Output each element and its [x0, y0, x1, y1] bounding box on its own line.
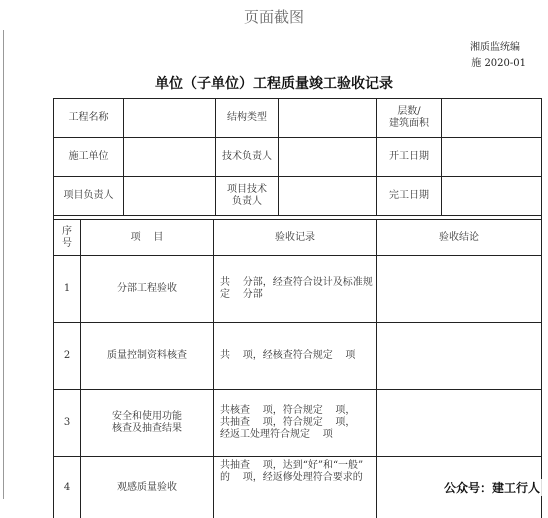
row-3-record-line1: 共核查 项，符合规定 项，: [220, 405, 356, 416]
row-3-no: 3: [63, 417, 71, 428]
header-seq-line2: 号: [62, 237, 72, 249]
row-3-item: [81, 390, 213, 456]
doc-code-line2: 施 2020-01: [471, 58, 526, 69]
label-tech-lead: 技术负责人: [222, 151, 272, 162]
label-project-tech-lead-line2: 负责人: [232, 196, 262, 207]
grid-line: [123, 98, 124, 216]
label-construction-unit: 施工单位: [68, 151, 109, 162]
grid-line: [53, 176, 542, 177]
label-start-date: 开工日期: [389, 151, 429, 162]
label-project-tech-lead: [216, 177, 278, 215]
acceptance-table: [53, 98, 542, 518]
grid-line: [53, 215, 542, 216]
row-4-record-line2: 的 项，经返修处理符合要求的: [220, 472, 363, 483]
grid-line: [376, 219, 377, 518]
header-conclusion: 验收结论: [439, 231, 479, 243]
row-2-item: 质量控制资料核查: [107, 350, 187, 361]
grid-line: [53, 137, 542, 138]
grid-line: [541, 98, 542, 518]
row-2-record: 共 项，经核查符合规定 项: [220, 350, 356, 361]
page-left-border: [3, 30, 4, 499]
row-3-record-line2: 共抽查 项，符合规定 项，: [220, 417, 356, 428]
row-3-record-line3: 经返工处理符合规定 项: [220, 429, 333, 440]
row-1-record: [214, 256, 376, 322]
header-record: 验收记录: [275, 231, 315, 243]
document-title: 单位（子单位）工程质量竣工验收记录: [155, 76, 393, 92]
label-project-lead: 项目负责人: [63, 190, 114, 201]
header-seq-line1: 序: [62, 225, 72, 237]
row-1-record-line1: 共 分部，经查符合设计及标准规: [220, 277, 373, 288]
label-floors-area-line1: 层数/: [397, 106, 421, 117]
grid-line: [53, 98, 542, 99]
header-item: 项 目: [130, 231, 164, 243]
watermark: 公众号：建工行人: [443, 481, 540, 495]
doc-code-line1: 湘质监统编: [470, 42, 520, 53]
row-4-record-line1: 共抽查 项，达到“好”和“一般”: [220, 460, 364, 471]
label-project-name: 工程名称: [68, 112, 109, 123]
row-3-record: [214, 390, 376, 456]
row-1-record-line2: 定 分部: [220, 289, 263, 300]
grid-line: [441, 98, 442, 216]
header-seq: [54, 220, 80, 255]
row-3-item-line2: 核查及抽查结果: [112, 423, 182, 434]
label-floors-area: [377, 99, 441, 137]
row-2-no: 2: [63, 350, 71, 361]
label-structure-type: 结构类型: [227, 112, 267, 123]
row-1-no: 1: [63, 283, 71, 294]
label-floors-area-line2: 建筑面积: [389, 118, 429, 129]
row-4-item: 观感质量验收: [117, 481, 177, 493]
grid-line: [278, 98, 279, 216]
row-4-no: 4: [63, 481, 71, 493]
screenshot-caption: 页面截图: [243, 8, 304, 26]
label-project-tech-lead-line1: 项目技术: [227, 184, 267, 195]
row-1-item: 分部工程验收: [117, 283, 177, 294]
label-finish-date: 完工日期: [389, 190, 429, 201]
row-4-record: [214, 460, 376, 496]
row-3-item-line1: 安全和使用功能: [112, 411, 182, 422]
